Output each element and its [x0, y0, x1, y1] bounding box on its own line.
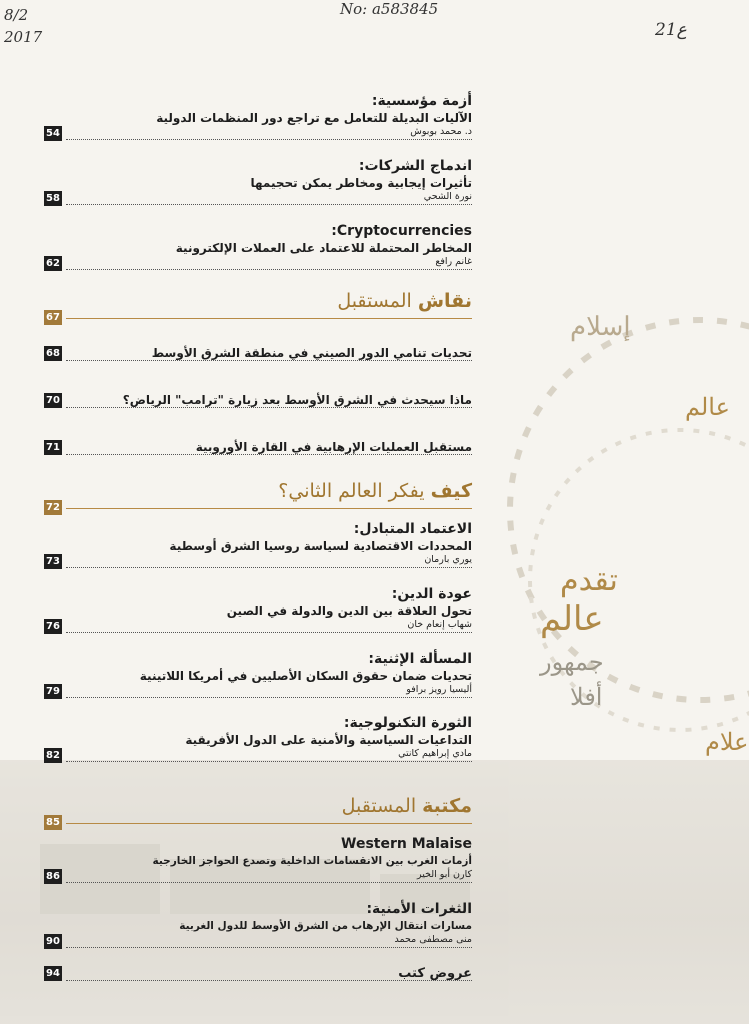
page-number: 76	[44, 619, 62, 634]
entry-title: مستقبل العمليات الإرهابية في القارة الأوروبية	[195, 440, 472, 454]
section-header-naqash[interactable]	[44, 290, 472, 323]
page-number: 62	[44, 256, 62, 271]
page-number: 82	[44, 748, 62, 763]
toc-entry[interactable]	[44, 835, 472, 889]
toc-entry[interactable]	[44, 714, 472, 768]
entry-author: يوري بارمان	[424, 554, 472, 565]
entry-author: نورة الشحي	[423, 191, 472, 202]
toc-entry[interactable]	[44, 650, 472, 704]
handwritten-accession: No: a583845	[340, 0, 439, 18]
section-title: مكتبة المستقبل	[341, 795, 472, 817]
handwritten-page-code: 21ع	[655, 20, 687, 40]
toc-entry[interactable]	[44, 346, 472, 368]
page-number: 79	[44, 684, 62, 699]
entry-author: أليسيا رويز برافو	[406, 684, 472, 695]
handwritten-date: 8/2 2017	[4, 6, 43, 46]
section-header-maktaba[interactable]	[44, 795, 472, 828]
page-number: 67	[44, 310, 62, 325]
entry-author: منى مصطفى محمد	[394, 934, 472, 945]
art-word: جمهور	[540, 648, 604, 676]
section-title: نقاش المستقبل	[337, 290, 472, 312]
toc-entry[interactable]	[44, 440, 472, 462]
section-header-kayf[interactable]	[44, 480, 472, 513]
entry-title: المخاطر المحتملة للاعتماد على العملات الإلكترونية	[175, 241, 472, 255]
art-word: تقدم	[560, 563, 618, 598]
page-number: 94	[44, 966, 62, 981]
entry-title: عروض كتب	[398, 966, 472, 981]
entry-title: تحديات ضمان حقوق السكان الأصليين في أمريكا اللاتينية	[139, 669, 472, 683]
page-number: 73	[44, 554, 62, 569]
toc-entry[interactable]	[44, 900, 472, 954]
entry-category: عودة الدين:	[391, 586, 472, 602]
entry-title: تحول العلاقة بين الدين والدولة في الصين	[226, 604, 472, 618]
entry-title: المحددات الاقتصادية لسياسة روسيا الشرق أوسطية	[169, 539, 472, 553]
entry-category: أزمة مؤسسية:	[371, 93, 472, 109]
entry-title: تحديات تنامي الدور الصيني في منطقة الشرق الأوسط	[151, 346, 472, 360]
page-number: 90	[44, 934, 62, 949]
toc-entry[interactable]	[44, 585, 472, 639]
art-word: عالم	[685, 393, 730, 421]
entry-title: الآليات البديلة للتعامل مع تراجع دور المنظمات الدولية	[156, 111, 472, 125]
entry-category: الاعتماد المتبادل:	[353, 521, 472, 537]
art-word: إسلام	[570, 312, 631, 342]
entry-title: مسارات انتقال الإرهاب من الشرق الأوسط للدول الغربية	[179, 920, 472, 932]
entry-author: كارن أبو الخير	[417, 869, 472, 880]
toc-entry[interactable]	[44, 520, 472, 574]
page-number: 68	[44, 346, 62, 361]
page-number: 72	[44, 500, 62, 515]
art-word: علام	[705, 728, 749, 756]
art-word: عالم	[540, 599, 604, 639]
entry-category: الثغرات الأمنية:	[366, 901, 472, 917]
page-number: 86	[44, 869, 62, 884]
entry-category: الثورة التكنولوجية:	[343, 715, 472, 731]
page-number: 71	[44, 440, 62, 455]
entry-author: غانم رافع	[435, 256, 472, 267]
entry-title: تأثيرات إيجابية ومخاطر يمكن تحجيمها	[250, 176, 472, 190]
toc-entry[interactable]	[44, 222, 472, 276]
page-number: 70	[44, 393, 62, 408]
entry-author: مادي إبراهيم كانتي	[398, 748, 472, 759]
toc-entry[interactable]	[44, 966, 472, 988]
art-word: أفلا	[570, 683, 603, 711]
toc-entry[interactable]	[44, 157, 472, 211]
section-title: كيف يفكر العالم الثاني؟	[278, 480, 472, 502]
entry-author: شهاب إنعام خان	[407, 619, 472, 630]
entry-title: أزمات الغرب بين الانقسامات الداخلية وتصدع الحواجز الخارجية	[152, 855, 472, 867]
entry-author: د. محمد بوبوش	[410, 126, 472, 137]
entry-title: التداعيات السياسية والأمنية على الدول الأفريقية	[185, 733, 472, 747]
page-number: 85	[44, 815, 62, 830]
calligraphy-art	[500, 160, 749, 860]
page-number: 54	[44, 126, 62, 141]
entry-category: Cryptocurrencies:	[331, 223, 472, 239]
entry-title: ماذا سيحدث في الشرق الأوسط بعد زيارة "ترامب" الرياض؟	[122, 393, 472, 407]
entry-category: المسألة الإثنية:	[368, 651, 472, 667]
toc-entry[interactable]	[44, 92, 472, 146]
entry-category: اندماج الشركات:	[358, 158, 472, 174]
entry-category: Western Malaise	[341, 836, 472, 852]
toc-entry[interactable]	[44, 393, 472, 415]
page-number: 58	[44, 191, 62, 206]
